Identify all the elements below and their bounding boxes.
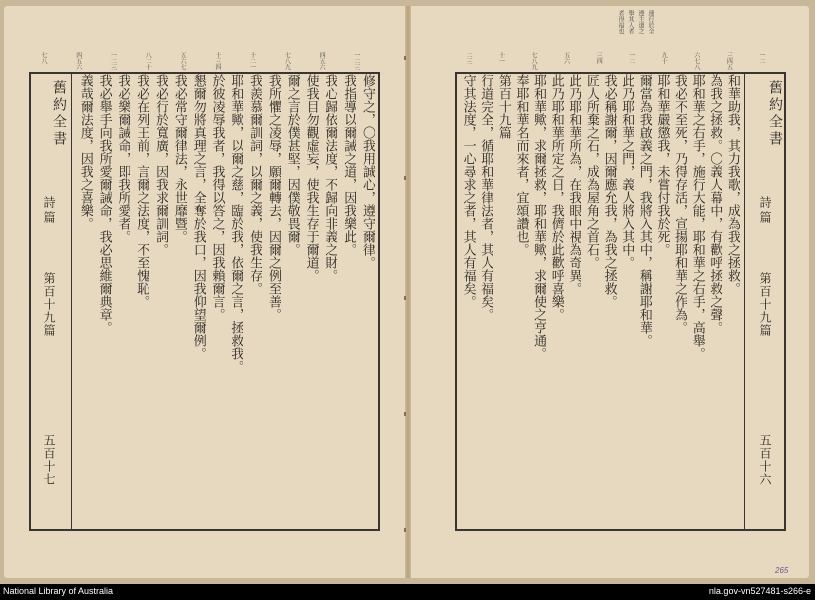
text-column: 此乃耶和華所為，在我眼中視為奇異。 <box>566 74 582 295</box>
marginal-numeral: 一二三 <box>109 52 117 70</box>
right-text-frame <box>455 72 786 531</box>
left-text-frame <box>29 72 380 531</box>
text-column: 於彼凌辱我者，我得以答之，因我賴爾言。 <box>209 74 225 321</box>
text-column: 我必舉手向我所愛爾誡命，我必思維爾典章。 <box>96 74 112 334</box>
marginal-numeral: 三四 <box>595 52 603 64</box>
text-column: 我必行於寬廣，因我求爾訓詞。 <box>153 74 169 256</box>
text-column: 奉耶和華名而來者，宜頌讚也。 <box>513 74 529 256</box>
text-column: 此乃耶和華之門，義人將入其中。 <box>619 74 635 269</box>
marginal-numeral: 十三四 <box>213 52 221 70</box>
pencil-annotation: 265 <box>775 566 789 575</box>
right-running-title: 舊約全書 <box>767 80 783 148</box>
left-page-number: 五百十七 <box>42 434 56 486</box>
left-header-verse-numbers <box>40 52 360 70</box>
marginal-numeral: 七八九 <box>530 52 538 70</box>
left-section: 詩篇 <box>42 196 56 226</box>
marginal-numeral: 六七八 <box>692 52 700 70</box>
book-gutter <box>405 6 411 578</box>
marginal-numeral: 者得福也 <box>617 10 624 34</box>
marginal-numeral: 十一 <box>497 52 505 64</box>
right-page-number: 五百十六 <box>758 434 772 486</box>
text-column: 匠人所棄之石，成為屋角之首石。 <box>584 74 599 269</box>
text-column: 我必在列王前，言爾之法度，不至愧恥。 <box>134 74 150 308</box>
binding-thread <box>404 176 406 180</box>
marginal-numeral: 一二 <box>627 52 635 64</box>
text-column: 我必稱謝爾，因爾應允我，為我之拯救。 <box>601 74 617 308</box>
binding-thread <box>404 56 406 60</box>
marginal-numeral: 九十 <box>660 52 668 64</box>
marginal-numeral: 遵主道之 <box>637 10 644 34</box>
footer-bar <box>0 584 815 600</box>
text-column: 我羨慕爾訓詞，以爾之義，使我生存。 <box>247 74 263 295</box>
marginal-numeral: 三四五 <box>725 52 733 70</box>
text-column: 爾之言於僕甚堅，因僕敬畏爾。 <box>284 74 300 256</box>
marginal-numeral: 二三 <box>465 52 472 64</box>
left-banner-rule <box>71 74 72 529</box>
text-column: 我心歸依爾法度，不歸向非義之財。 <box>322 74 338 282</box>
marginal-numeral: 五六七 <box>179 52 187 70</box>
right-chapter: 第百十九篇 <box>758 272 772 337</box>
text-column: 使我目勿觀虛妄，使我生存于爾道。 <box>303 74 319 282</box>
marginal-numeral: 一二三 <box>352 52 360 70</box>
marginal-numeral: 一二 <box>757 52 765 64</box>
marginal-numeral: 七八 <box>40 52 47 64</box>
marginal-numeral: 八二十 <box>144 52 152 70</box>
text-column: 我所懼之凌辱，願爾轉去，因爾之例至善。 <box>265 74 281 321</box>
text-column: 義哉爾法度，因我之喜樂。 <box>77 74 93 230</box>
marginal-numeral: 四五六 <box>74 52 82 70</box>
text-column: 耶和華之右手，施行大能，耶和華之右手，高舉。 <box>689 74 705 360</box>
marginal-numeral: 運行於全 <box>647 10 654 34</box>
text-column: 第百十九篇 <box>495 74 511 139</box>
text-column: 此乃耶和華所定之日，我儕於此歡呼喜樂。 <box>548 74 564 321</box>
binding-thread <box>404 528 406 532</box>
marginal-numeral: 舉其人者 <box>627 10 634 34</box>
text-column: 行道完全，循耶和華律法者，其人有福矣。 <box>478 74 494 321</box>
text-column: 守其法度，一心尋求之者，其人有福矣。 <box>460 74 476 308</box>
text-column: 我必常守爾律法，永世靡暨。 <box>171 74 187 243</box>
text-column: 為我之拯救。〇義人幕中，有歡呼拯救之聲。 <box>707 74 723 334</box>
right-top-note <box>617 10 654 34</box>
text-column: 修守之，〇我用誠心，遵守爾律。 <box>360 74 375 269</box>
text-column: 我必不至死，乃得存活，宣揚耶和華之作為。 <box>672 74 688 334</box>
text-column: 耶和華歟，求爾拯救，耶和華歟，求爾使之亨通。 <box>531 74 547 360</box>
footer-institution: National Library of Australia <box>3 586 114 596</box>
footer-identifier: nla.gov-vn527481-s266-e <box>708 586 811 596</box>
text-column: 和華助我，其力我歌，成為我之拯救。 <box>725 74 740 295</box>
text-column: 耶和華嚴懲我，未嘗付我於死。 <box>654 74 670 256</box>
marginal-numeral: 七八九 <box>283 52 291 70</box>
binding-thread <box>404 296 406 300</box>
right-header-verse-numbers <box>465 52 765 70</box>
text-column: 懇爾勿將真理之言，全奪於我口，因我仰望爾例。 <box>190 74 206 360</box>
text-column: 我指導以爾誡之道，因我樂此。 <box>341 74 357 256</box>
marginal-numeral: 十二一 <box>248 52 256 70</box>
marginal-numeral: 五六 <box>562 52 570 64</box>
marginal-numeral: 四五六 <box>318 52 326 70</box>
text-column: 爾當為我啟義之門，我將入其中，稱謝耶和華。 <box>636 74 652 347</box>
binding-thread <box>404 412 406 416</box>
text-column: 耶和華歟，以爾之慈，臨於我，依爾之言，拯救我。 <box>228 74 244 373</box>
right-section: 詩篇 <box>758 196 772 226</box>
left-running-title: 舊約全書 <box>51 80 67 148</box>
left-chapter: 第百十九篇 <box>42 272 56 337</box>
text-column: 我必樂爾誡命，即我所愛者。 <box>115 74 131 243</box>
